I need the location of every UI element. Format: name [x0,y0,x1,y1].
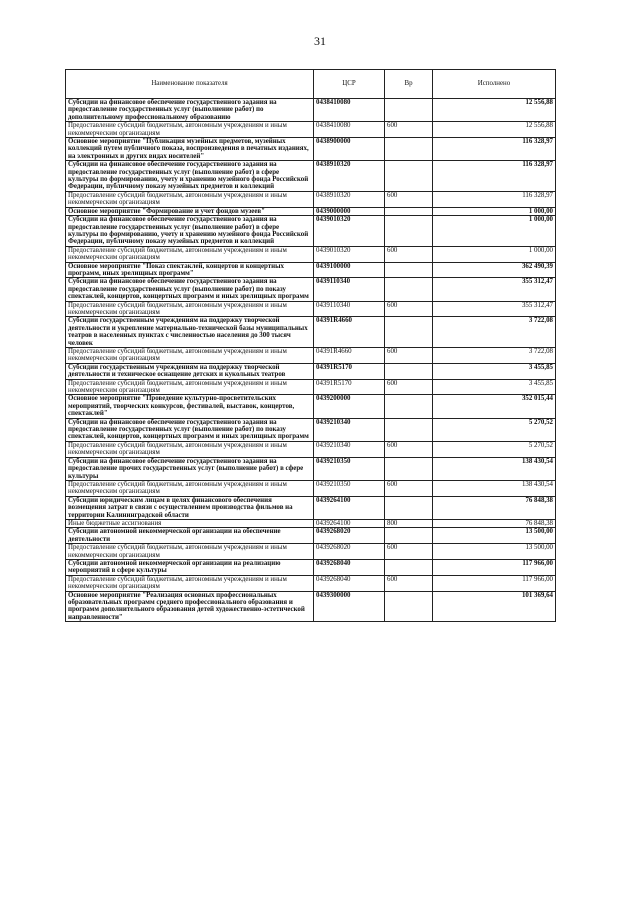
row-value: 3 722,08 [433,317,556,348]
row-csr: 0439100000 [314,262,385,278]
row-vr [385,528,433,544]
table-row [66,457,556,480]
row-csr: 0439210350 [314,480,385,496]
row-vr [385,591,433,622]
row-value: 101 369,64 [433,591,556,622]
row-csr: 0438900000 [314,138,385,161]
row-vr [385,457,433,480]
row-csr: 0438910320 [314,161,385,192]
header-csr: ЦСР [314,70,385,99]
row-name: Субсидии на финансовое обеспечение государственного задания на предоставление прочих государственных услуг (выполнение работ) в сфере культуры [66,457,314,480]
row-csr: 0439300000 [314,591,385,622]
row-value: 138 430,54 [433,457,556,480]
table-row [66,441,556,457]
row-csr: 0439268040 [314,559,385,575]
table-row [66,348,556,364]
table-row [66,262,556,278]
row-csr: 0439110340 [314,278,385,301]
row-value: 5 270,52 [433,441,556,457]
table-row [66,207,556,215]
table-row [66,161,556,192]
row-vr: 600 [385,191,433,207]
row-name: Субсидии государственным учреждениям на поддержку творческой деятельности и укрепление материально-технической базы муниципальных театров в населенных пунктах с численностью населения до 300 тысяч человек [66,317,314,348]
row-name: Предоставление субсидий бюджетным, автономным учреждениям и иным некоммерческим организациям [66,480,314,496]
table-row [66,122,556,138]
row-csr: 0439210350 [314,457,385,480]
table-row [66,496,556,519]
row-name: Субсидии юридическим лицам в целях финансового обеспечения возмещения затрат в связи с осуществлением производства фильмов на территории Калининградской области [66,496,314,519]
row-value: 76 848,38 [433,519,556,527]
row-csr: 0439000000 [314,207,385,215]
row-csr: 0439268020 [314,544,385,560]
row-csr: 0439010320 [314,216,385,247]
row-value: 138 430,54 [433,480,556,496]
table-row [66,278,556,301]
row-name: Иные бюджетные ассигнования [66,519,314,527]
table-row [66,363,556,379]
row-csr: 0439210340 [314,441,385,457]
row-name: Предоставление субсидий бюджетным, автономным учреждениям и иным некоммерческим организациям [66,246,314,262]
row-name: Предоставление субсидий бюджетным, автономным учреждениям и иным некоммерческим организациям [66,441,314,457]
row-name: Субсидии на финансовое обеспечение государственного задания на предоставление государственных услуг (выполнение работ) в сфере культуры по формированию, учету и хранению музейного фонда Российской Федерации, публичному показу музейных предметов и коллекций [66,216,314,247]
table-row [66,395,556,418]
row-name: Субсидии на финансовое обеспечение государственного задания на предоставление государственных услуг (выполнение работ) в сфере культуры по формированию, учету и хранению музейного фонда Российской Федерации, публичному показу музейных предметов и коллекций [66,161,314,192]
row-vr [385,559,433,575]
table-row [66,418,556,441]
row-value: 116 328,97 [433,191,556,207]
row-name: Предоставление субсидий бюджетным, автономным учреждениям и иным некоммерческим организациям [66,301,314,317]
row-value: 117 966,00 [433,575,556,591]
row-csr: 0439264100 [314,519,385,527]
row-value: 1 000,00 [433,207,556,215]
row-csr: 04391R4660 [314,317,385,348]
row-value: 352 015,44 [433,395,556,418]
row-name: Основное мероприятие "Показ спектаклей, концертов и концертных программ, иных зрелищных программ" [66,262,314,278]
row-value: 355 312,47 [433,301,556,317]
row-vr: 600 [385,122,433,138]
row-name: Субсидии на финансовое обеспечение государственного задания на предоставление государственных услуг (выполнение работ) по показу спектаклей, концертов, концертных программ и иных зрелищных программ [66,278,314,301]
row-csr: 0439268040 [314,575,385,591]
row-name: Предоставление субсидий бюджетным, автономным учреждениям и иным некоммерческим организациям [66,544,314,560]
row-value: 5 270,52 [433,418,556,441]
row-name: Основное мероприятие "Публикация музейных предметов, музейных коллекций путем публичного показа, воспроизведения в печатных изданиях, на электронных и других видах носителей" [66,138,314,161]
row-value: 116 328,97 [433,161,556,192]
row-value: 3 722,08 [433,348,556,364]
row-vr [385,418,433,441]
row-name: Субсидии государственным учреждениям на поддержку творческой деятельности и техническое оснащение детских и кукольных театров [66,363,314,379]
table-row [66,379,556,395]
row-value: 3 455,85 [433,363,556,379]
row-vr: 600 [385,441,433,457]
row-vr: 600 [385,301,433,317]
row-vr [385,216,433,247]
header-vr: Вр [385,70,433,99]
page-number: 31 [314,34,326,48]
row-vr: 600 [385,348,433,364]
table-row [66,528,556,544]
row-vr [385,496,433,519]
row-name: Предоставление субсидий бюджетным, автономным учреждениям и иным некоммерческим организациям [66,348,314,364]
row-value: 12 556,88 [433,122,556,138]
row-value: 1 000,00 [433,216,556,247]
row-value: 117 966,00 [433,559,556,575]
row-csr: 0438410080 [314,99,385,122]
table-row [66,317,556,348]
header-name: Наименование показателя [66,70,314,99]
row-value: 13 500,00 [433,528,556,544]
row-csr: 0438910320 [314,191,385,207]
row-csr: 0439268020 [314,528,385,544]
row-name: Основное мероприятие "Формирование и учет фондов музеев" [66,207,314,215]
row-vr [385,317,433,348]
row-vr [385,395,433,418]
header-exec: Исполнено [433,70,556,99]
execution-table [65,69,556,622]
row-name: Субсидии на финансовое обеспечение государственного задания на предоставление государственных услуг (выполнение работ) по показу спектаклей, концертов, концертных программ и иных зрелищных программ [66,418,314,441]
row-name: Субсидии на финансовое обеспечение государственного задания на предоставление государственных услуг (выполнение работ) по дополнительному профессиональному образованию [66,99,314,122]
row-name: Субсидии автономной некоммерческой организации на реализацию мероприятий в сфере культуры [66,559,314,575]
table-row [66,138,556,161]
row-value: 355 312,47 [433,278,556,301]
row-csr: 04391R5170 [314,379,385,395]
row-csr: 04391R5170 [314,363,385,379]
row-csr: 0439264100 [314,496,385,519]
row-name: Предоставление субсидий бюджетным, автономным учреждениям и иным некоммерческим организациям [66,379,314,395]
row-vr [385,262,433,278]
table-row [66,575,556,591]
row-vr [385,363,433,379]
row-csr: 0438410080 [314,122,385,138]
row-name: Предоставление субсидий бюджетным, автономным учреждениям и иным некоммерческим организациям [66,191,314,207]
row-csr: 0439210340 [314,418,385,441]
row-vr [385,161,433,192]
table-row [66,246,556,262]
row-name: Предоставление субсидий бюджетным, автономным учреждениям и иным некоммерческим организациям [66,122,314,138]
row-vr: 600 [385,379,433,395]
table-body [66,99,556,622]
row-vr [385,207,433,215]
table-row [66,591,556,622]
table-row [66,480,556,496]
row-value: 1 000,00 [433,246,556,262]
row-value: 362 490,39 [433,262,556,278]
row-value: 116 328,97 [433,138,556,161]
row-vr: 600 [385,575,433,591]
row-csr: 04391R4660 [314,348,385,364]
row-value: 3 455,85 [433,379,556,395]
row-vr [385,138,433,161]
row-vr: 600 [385,544,433,560]
row-vr [385,99,433,122]
row-name: Основное мероприятие "Проведение культурно-просветительских мероприятий, творческих конкурсов, фестивалей, выставок, концертов, спектаклей" [66,395,314,418]
row-vr: 800 [385,519,433,527]
table-row [66,544,556,560]
row-value: 12 556,88 [433,99,556,122]
table-row [66,99,556,122]
row-name: Субсидии автономной некоммерческой организации на обеспечение деятельности [66,528,314,544]
row-vr [385,278,433,301]
row-csr: 0439200000 [314,395,385,418]
row-name: Предоставление субсидий бюджетным, автономным учреждениям и иным некоммерческим организациям [66,575,314,591]
table-row [66,559,556,575]
table-row [66,519,556,527]
row-vr: 600 [385,246,433,262]
row-name: Основное мероприятие "Реализация основных профессиональных образовательных программ среднего профессионального образования и программ дополнительного образования детей художественно-эстетической направленности" [66,591,314,622]
table-row [66,301,556,317]
row-value: 13 500,00 [433,544,556,560]
table-header-row [66,70,556,99]
table-row [66,216,556,247]
row-vr: 600 [385,480,433,496]
row-value: 76 848,38 [433,496,556,519]
row-csr: 0439110340 [314,301,385,317]
table-row [66,191,556,207]
row-csr: 0439010320 [314,246,385,262]
